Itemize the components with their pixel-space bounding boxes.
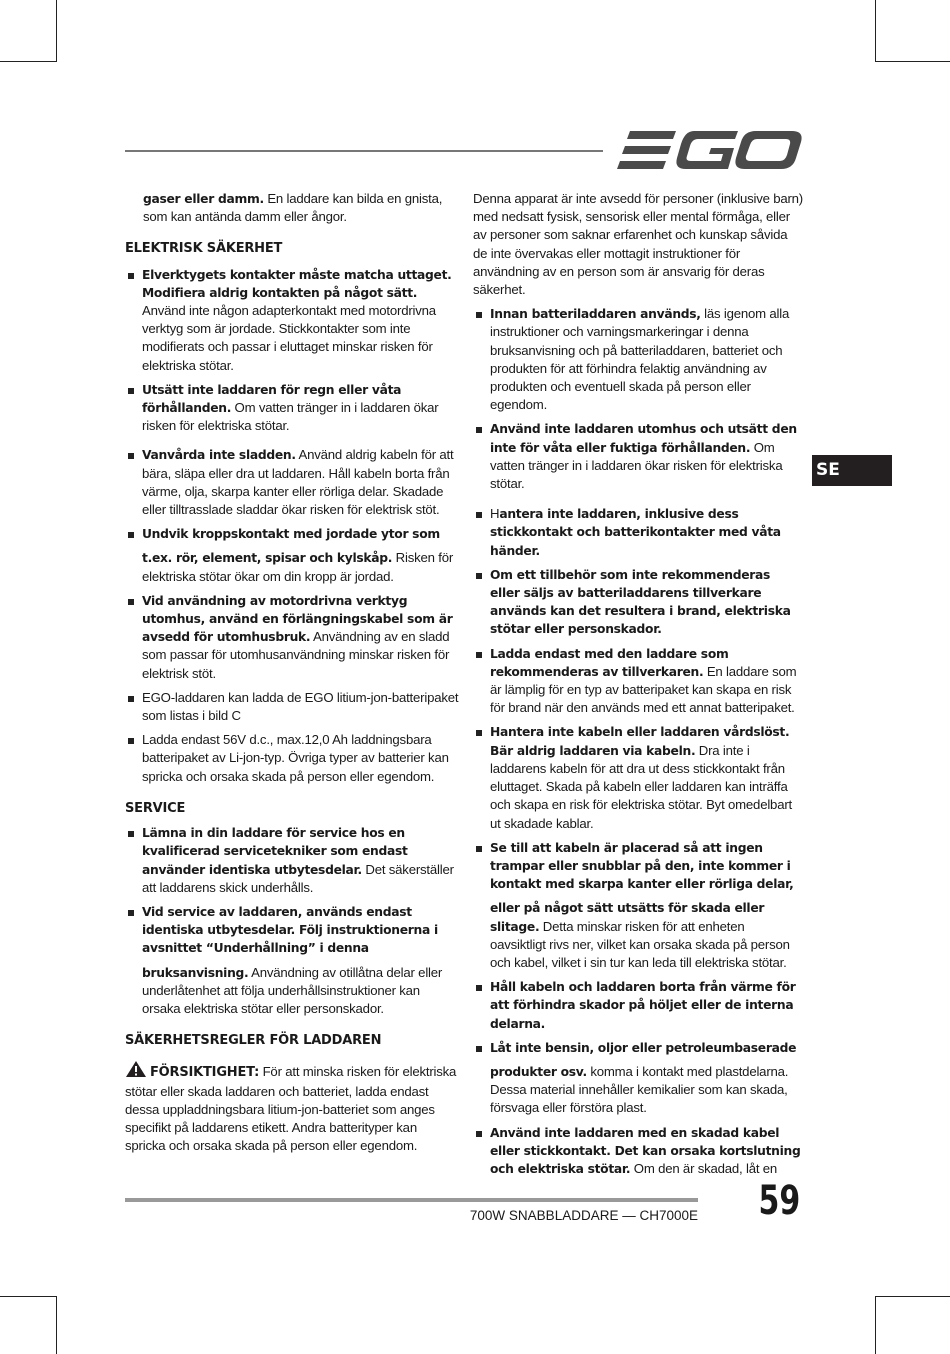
bold-text: gaser eller damm. (143, 192, 264, 206)
bullet-icon (476, 730, 482, 736)
bold-text: Använd inte laddaren utomhus och utsätt den inte för våta eller fuktiga förhållanden. (490, 422, 797, 455)
bold-text: produkter osv. (490, 1064, 587, 1079)
bold-text: t.ex. rör, element, spisar och kylskåp. (142, 551, 393, 566)
list-item (125, 592, 460, 683)
bullet-icon (476, 573, 482, 579)
body-text: Dra inte i laddarens kabeln för att dra ut dess stickkontakt från eluttaget. Skada på kabeln eller laddaren kan inträffa och skapa en risk för elektriska stötar. Byt omedelbart ut skadade kablar. (490, 742, 792, 831)
crop-mark (875, 61, 950, 62)
list-item (473, 839, 803, 972)
bullet-icon (476, 846, 482, 852)
bullet-icon (128, 532, 134, 538)
caution-label: FÖRSIKTIGHET: (150, 1065, 260, 1081)
caution-paragraph (125, 1060, 460, 1155)
bold-text: Vid användning av motordrivna verktyg utomhus, använd en förlängningskabel som är avsedd för utomhusbruk. (142, 593, 453, 645)
bullet-icon (128, 273, 134, 279)
body-text: Detta minskar risken för att enheten oavsiktligt rivs ner, vilket kan orsaka skada på person och kabel, vilket i sin tur kan leda till elektriska stötar. (490, 918, 790, 970)
bullet-icon (476, 312, 482, 318)
body-text: För att minska risken för elektriska stötar eller skada laddaren och batteriet, ladda endast dessa uppladdningsbara litium-jon-batteriet som anges specifikt på laddarens etikett. Andra batterityper kan spricka och orsaka skada på person eller egendom. (125, 1064, 457, 1154)
bullet-icon (476, 512, 482, 518)
body-text: H (490, 506, 500, 522)
left-column (125, 190, 460, 1155)
body-text: läs igenom alla instruktioner och varningsmarkeringar i denna bruksanvisning och på batteriladdaren, batteriet och produkten för att förhindra felaktig användning av produkten och eventuell skada på person eller egendom. (490, 306, 790, 413)
footer-rule (125, 1198, 698, 1202)
body-text: Om vatten tränger in i laddaren ökar risken för elektriska stötar. (142, 400, 439, 434)
section-heading-elektrisk: ELEKTRISK SÄKERHET (125, 241, 283, 257)
bold-text: Om ett tillbehör som inte rekommenderas eller säljs av batteriladdarens tillverkare används kan det resultera i brand, elektriska stötar eller personskador. (490, 567, 791, 637)
list-item (125, 903, 460, 1018)
bold-text: Ladda endast med den laddare som rekommenderas av tillverkaren. (490, 646, 729, 679)
body-text: Använd aldrig kabeln för att bära, släpa eller dra ut laddaren. Håll kabeln borta från värme, olja, skarpa kanter eller rörliga delar. Skadade eller tilltrasslade sladdar ökar risken för elektrisk stöt. (142, 447, 454, 518)
bold-text: bruksanvisning. (142, 965, 249, 980)
bullet-icon (128, 388, 134, 394)
list-item (473, 1124, 803, 1179)
body-text: Användning av otillåtna delar eller underlåtenhet att följa underhållsinstruktioner kan orsaka elektriska stötar eller personskador. (142, 964, 443, 1016)
crop-mark (0, 1296, 56, 1297)
language-tab: SE (812, 455, 892, 486)
bullet-icon (128, 453, 134, 459)
list-item (125, 731, 460, 786)
bullet-icon (476, 427, 482, 433)
bold-text: Lämna in din laddare för service hos en kvalificerad servicetekniker som endast använder identiska utbytesdelar. (142, 826, 408, 877)
bold-text: Elverktygets kontakter måste matcha uttaget. Modifiera aldrig kontakten på något sätt. (142, 267, 452, 300)
body-text: Det säkerställer att laddarens skick underhålls. (142, 861, 454, 895)
crop-mark (875, 0, 876, 62)
intro-paragraph: Denna apparat är inte avsedd för personer (inklusive barn) med nedsatt fysisk, sensorisk eller mental förmåga, eller av personer som saknar erfarenhet och kunskap såvida de inte övervakas eller mottagit instruktioner för användning av en person som är ansvarig för deras säkerhet. (473, 191, 804, 298)
body-text: Risken för elektriska stötar ökar om din kropp är jordad. (142, 550, 454, 584)
bullet-icon (476, 1046, 482, 1052)
page-number: 59 (758, 1178, 801, 1224)
body-text: Om den är skadad, låt en (630, 1160, 778, 1176)
bold-text: Innan batteriladdaren används, (490, 307, 701, 322)
section-heading-service: SERVICE (125, 800, 186, 816)
body-text: En laddare kan bilda en gnista, som kan antända damm eller ångor. (143, 191, 443, 225)
ego-logo (616, 128, 802, 172)
bullet-icon (476, 1131, 482, 1137)
list-item (473, 305, 803, 414)
right-column (473, 190, 803, 1178)
section-heading-regler: SÄKERHETSREGLER FÖR LADDAREN (125, 1033, 382, 1049)
list-item (473, 645, 803, 718)
footer-title: 700W SNABBLADDARE — CH7000E (469, 1208, 698, 1223)
body-text: Ladda endast 56V d.c., max.12,0 Ah laddningsbara batteripaket av Li-jon-typ. Övriga typer av batterier kan spricka och orsaka skada på person eller egendom. (142, 732, 449, 784)
bullet-icon (128, 599, 134, 605)
crop-mark (0, 61, 56, 62)
body-text: komma i kontakt med plastdelarna. Dessa material innehåller kemikalier som kan skada, försvaga eller förstöra plast. (490, 1063, 789, 1116)
bold-text: Vanvårda inte sladden. (142, 448, 296, 463)
bold-text: Se till att kabeln är placerad så att ingen trampar eller snubblar på den, inte kommer i kontakt med skarpa kanter eller rörliga delar, (490, 840, 794, 892)
list-item (473, 978, 803, 1033)
list-item (473, 566, 803, 639)
list-item (473, 723, 803, 832)
crop-mark (875, 1296, 876, 1354)
bullet-icon (476, 652, 482, 658)
list-item (473, 420, 803, 493)
bold-text: Använd inte laddaren med en skadad kabel eller stickkontakt. Det kan orsaka kortslutning och elektriska stötar. (490, 1125, 801, 1176)
bold-text: Hantera inte kabeln eller laddaren vårdslöst. Bär aldrig laddaren via kabeln. (490, 725, 790, 758)
list-item (125, 824, 460, 897)
body-text: Om vatten tränger in i laddaren ökar risken för elektriska stötar. (490, 439, 783, 492)
bold-text: eller på något sätt utsätts för skada eller slitage. (490, 901, 765, 934)
bold-text: Undvik kroppskontakt med jordade ytor som (142, 527, 440, 542)
bullet-icon (128, 831, 134, 837)
body-text: EGO-laddaren kan ladda de EGO litium-jon-batteripaket som listas i bild C (142, 689, 459, 724)
list-item (473, 1039, 803, 1118)
list-item (473, 505, 803, 560)
bullet-icon (128, 738, 134, 744)
intro-paragraph (125, 190, 460, 226)
list-item (125, 525, 460, 586)
bold-text: Utsätt inte laddaren för regn eller våta förhållanden. (142, 382, 402, 416)
bold-text: antera inte laddaren, inklusive dess stickkontakt och batterikontakter med våta händer. (490, 507, 781, 558)
bold-text: Håll kabeln och laddaren borta från värme för att förhindra skador på höljet eller de interna delarna. (490, 980, 796, 1031)
warning-icon (125, 1060, 147, 1078)
bold-text: Låt inte bensin, oljor eller petroleumbaserade (490, 1040, 797, 1055)
crop-mark (56, 0, 57, 62)
crop-mark (875, 1296, 950, 1297)
bold-text: Vid service av laddaren, används endast identiska utbytesdelar. Följ instruktionerna i avsnittet “Underhållning” i denna (142, 904, 438, 956)
list-item (125, 381, 460, 436)
list-item (125, 689, 460, 725)
body-text: En laddare som är lämplig för en typ av batteripaket kan skapa en risk för brand när den används med ett annat batteripaket. (490, 663, 797, 716)
bullet-icon (128, 696, 134, 702)
bullet-icon (476, 985, 482, 991)
list-item (125, 266, 460, 375)
list-item (125, 446, 460, 519)
body-text: Använd inte någon adapterkontakt med motordrivna verktyg som är jordade. Stickkontakter som inte modifierats och passar i eluttaget minskar risken för elektriska stötar. (142, 303, 436, 373)
bullet-icon (128, 910, 134, 916)
body-text: Användning av en sladd som passar för utomhusanvändning minskar risken för elektrisk stöt. (142, 629, 450, 681)
header-rule (125, 150, 603, 152)
crop-mark (56, 1296, 57, 1354)
